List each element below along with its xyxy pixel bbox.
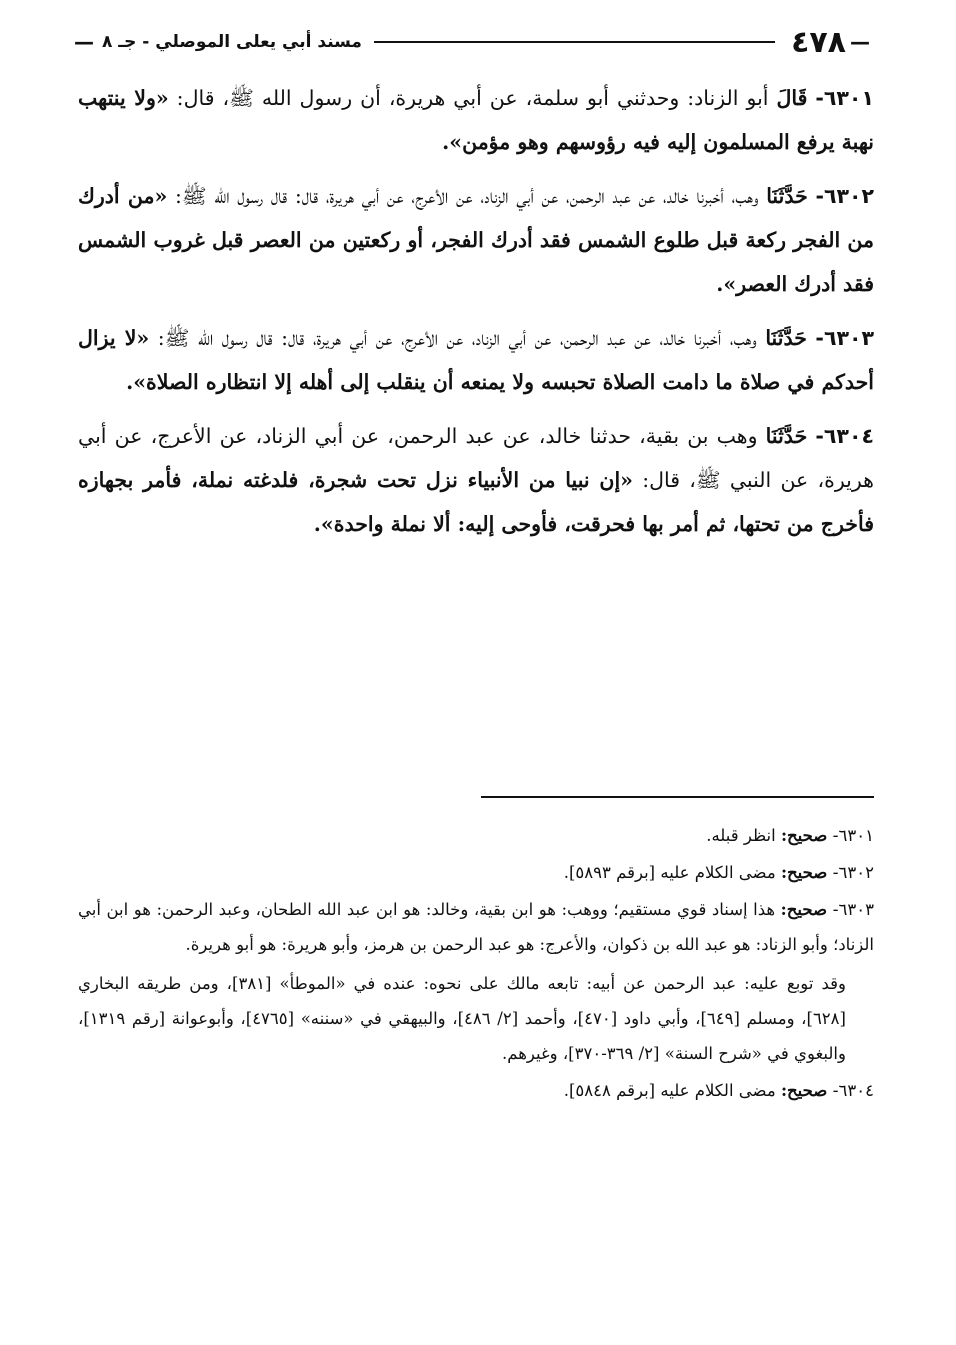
hadith-6302	[78, 174, 874, 306]
footnote-grade: صحيح:	[780, 826, 828, 845]
footnote-number: ٦٣٠٤-	[832, 1081, 874, 1100]
hadith-opening: حَدَّثَنَا	[766, 184, 808, 208]
hadith-isnad: وهب بن بقية، حدثنا خالد، عن عبد الرحمن، عن أبي الزناد، عن الأعرج، عن أبي هريرة، عن النبي ﷺ، قال:	[78, 424, 874, 492]
footnote-text: انظر قبله.	[706, 826, 776, 845]
footnote-6303-continuation	[78, 966, 874, 1071]
main-text	[78, 76, 874, 556]
footnote-text: مضى الكلام عليه [برقم ٥٨٩٣].	[563, 863, 776, 882]
footnote-text: هذا إسناد قوي مستقيم؛ ووهب: هو ابن بقية، وخالد: هو ابن عبد الله الطحان، وعبد الرحمن: هو ابن أبي الزناد؛ وأبو الزناد: هو عبد الله بن ذكوان، والأعرج: هو عبد الرحمن بن هرمز، وأبو هريرة: هو أبو هريرة.	[78, 900, 874, 954]
footnote-number: ٦٣٠٣-	[832, 900, 874, 919]
hadith-6304	[78, 414, 874, 546]
hadith-number: ٦٣٠٣-	[815, 326, 874, 350]
hadith-number: ٦٣٠٢-	[815, 184, 875, 208]
hadith-6301	[78, 76, 874, 164]
footnote-text: مضى الكلام عليه [برقم ٥٨٤٨].	[563, 1081, 776, 1100]
footnote-6303	[78, 892, 874, 962]
header-dash-right: —	[850, 30, 870, 54]
footnote-6302	[78, 855, 874, 890]
hadith-opening: قَالَ	[776, 86, 808, 110]
hadith-number: ٦٣٠٤-	[815, 424, 874, 448]
footnote-6304	[78, 1073, 874, 1108]
footnote-grade: صحيح:	[780, 863, 828, 882]
hadith-isnad: أبو الزناد: وحدثني أبو سلمة، عن أبي هريرة، أن رسول الله ﷺ، قال:	[176, 86, 769, 110]
footnote-number: ٦٣٠٢-	[832, 863, 874, 882]
footnote-separator	[481, 796, 874, 798]
hadith-number: ٦٣٠١-	[815, 86, 874, 110]
footnote-number: ٦٣٠١-	[832, 826, 874, 845]
footnote-6301	[78, 818, 874, 853]
page-number: ٤٧٨	[791, 24, 846, 60]
hadith-opening: حَدَّثَنَا	[765, 326, 807, 350]
hadith-matn: «لا يزال أحدكم في صلاة ما دامت الصلاة تحبسه ولا يمنعه أن ينقلب إلى أهله إلا انتظاره الصلاة».	[78, 326, 874, 394]
hadith-isnad: وهب، أخبرنا خالد، عن عبد الرحمن، عن أبي الزناد، عن الأعرج، عن أبي هريرة، قال: قال رسول الله ﷺ:	[157, 326, 757, 350]
hadith-6303	[78, 316, 874, 404]
footnotes	[78, 818, 874, 1110]
hadith-opening: حَدَّثَنَا	[765, 424, 808, 448]
header-rule	[374, 41, 775, 43]
hadith-matn: «ولا ينتهب نهبة يرفع المسلمون إليه فيه رؤوسهم وهو مؤمن».	[78, 86, 874, 154]
footnote-grade: صحيح:	[780, 1081, 828, 1100]
hadith-matn: «إن نبيا من الأنبياء نزل تحت شجرة، فلدغته نملة، فأمر بجهازه فأخرج من تحتها، ثم أمر بها فحرقت، فأوحى إليه: ألا نملة واحدة».	[78, 468, 874, 536]
hadith-isnad: وهب، أخبرنا خالد، عن عبد الرحمن، عن أبي الزناد، عن الأعرج، عن أبي هريرة، قال: قال رسول الله ﷺ:	[174, 184, 759, 208]
footnote-grade: صحيح:	[780, 900, 828, 919]
hadith-matn: «من أدرك من الفجر ركعة قبل طلوع الشمس فقد أدرك الفجر، أو ركعتين من العصر قبل غروب الشمس فقد أدرك العصر».	[78, 184, 874, 296]
header-dash-left: —	[74, 30, 94, 54]
running-title: مسند أبي يعلى الموصلي - جـ ٨	[102, 32, 362, 52]
footnote-text: وقد توبع عليه: عبد الرحمن عن أبيه: تابعه مالك على نحوه: عنده في «الموطأ» [٣٨١]، ومن طريقه البخاري [٦٢٨]، ومسلم [٦٤٩]، وأبي داود [٤٧٠]، وأحمد [٢/ ٤٨٦]، والبيهقي في «سننه» [٤٧٦٥]، وأبوعوانة [رقم ١٣١٩]، والبغوي في «شرح السنة» [٢/ ٣٦٩-٣٧٠]، وغيرهم.	[78, 974, 846, 1063]
page-header	[70, 18, 874, 66]
